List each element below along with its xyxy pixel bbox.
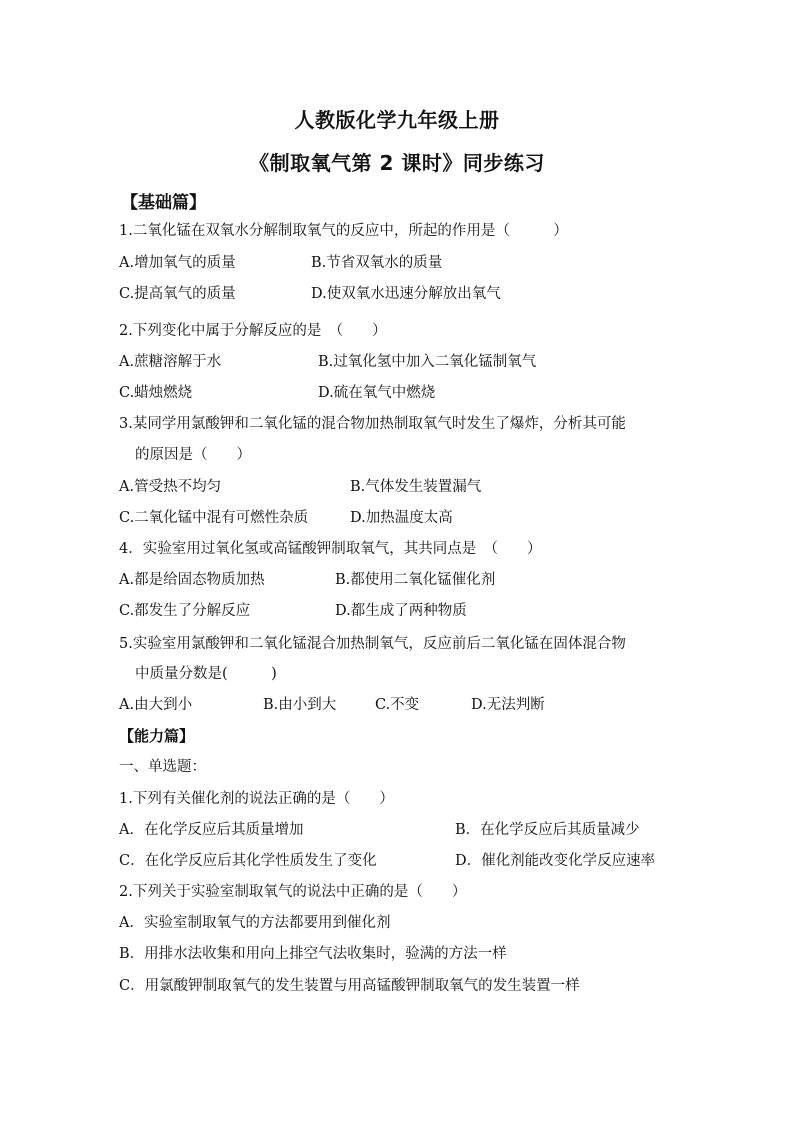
option-a: A.由大到小 (119, 697, 193, 713)
option-d: D.使双氧水迅速分解放出氧气 (311, 286, 501, 302)
option-b: B．在化学反应后其质量减少 (455, 822, 640, 838)
question-text-continued: 的原因是（ ） (135, 447, 251, 463)
option-a: A.增加氧气的质量 (119, 255, 236, 271)
option-c: C.二氧化锰中混有可燃性杂质 (119, 510, 309, 526)
option-a: A.蔗糖溶解于水 (119, 354, 222, 370)
question-text: 2.下列关于实验室制取氧气的说法中正确的是（ ） (119, 884, 467, 900)
option-b: B.气体发生装置漏气 (350, 479, 482, 495)
question-text: 1.下列有关催化剂的说法正确的是（ ） (119, 791, 394, 807)
single-choice-heading: 一、单选题： (119, 759, 206, 775)
option-b: B.节省双氧水的质量 (311, 255, 443, 271)
option-d: D．催化剂能改变化学反应速率 (455, 853, 656, 869)
option-b: B.都使用二氧化锰催化剂 (335, 572, 496, 588)
option-d: D.无法判断 (471, 697, 545, 713)
option-c: C.都发生了分解反应 (119, 603, 251, 619)
option-a: A．在化学反应后其质量增加 (119, 822, 304, 838)
option-d: D.硫在氧气中燃烧 (318, 385, 436, 401)
question-text: 5.实验室用氯酸钾和二氧化锰混合加热制氧气，反应前后二氧化锰在固体混合物 (119, 636, 626, 652)
question-text: 3.某同学用氯酸钾和二氧化锰的混合物加热制取氧气时发生了爆炸，分析其可能 (119, 416, 626, 432)
option-a: A.管受热不均匀 (119, 479, 222, 495)
question-text-continued: 中质量分数是( ) (135, 666, 277, 682)
option-b: B.由小到大 (263, 697, 337, 713)
option-b: B.过氧化氢中加入二氧化锰制氧气 (318, 354, 537, 370)
option-c: C．在化学反应后其化学性质发生了变化 (119, 853, 377, 869)
question-text: 2.下列变化中属于分解反应的是 （ ） (119, 323, 387, 339)
option-b: B．用排水法收集和用向上排空气法收集时，验满的方法一样 (119, 946, 507, 962)
option-c: C.提高氧气的质量 (119, 286, 236, 302)
option-c: C.蜡烛燃烧 (119, 385, 193, 401)
question-text: 1.二氧化锰在双氧水分解制取氧气的反应中，所起的作用是（ ） (119, 223, 568, 239)
option-a: A．实验室制取氧气的方法都要用到催化剂 (119, 915, 391, 931)
option-c: C.不变 (375, 697, 420, 713)
document-title: 人教版化学九年级上册 (294, 108, 500, 132)
option-a: A.都是给固态物质加热 (119, 572, 265, 588)
option-d: D.都生成了两种物质 (335, 603, 467, 619)
basic-section-heading: 【基础篇】 (121, 193, 206, 213)
option-c: C．用氯酸钾制取氧气的发生装置与用高锰酸钾制取氧气的发生装置一样 (119, 978, 580, 994)
question-text: 4．实验室用过氧化氢或高锰酸钾制取氧气，其共同点是 （ ） (119, 541, 542, 557)
option-d: D.加热温度太高 (350, 510, 453, 526)
document-subtitle: 《制取氧气第 2 课时》同步练习 (249, 151, 545, 175)
ability-section-heading: 【能力篇】 (119, 727, 195, 745)
